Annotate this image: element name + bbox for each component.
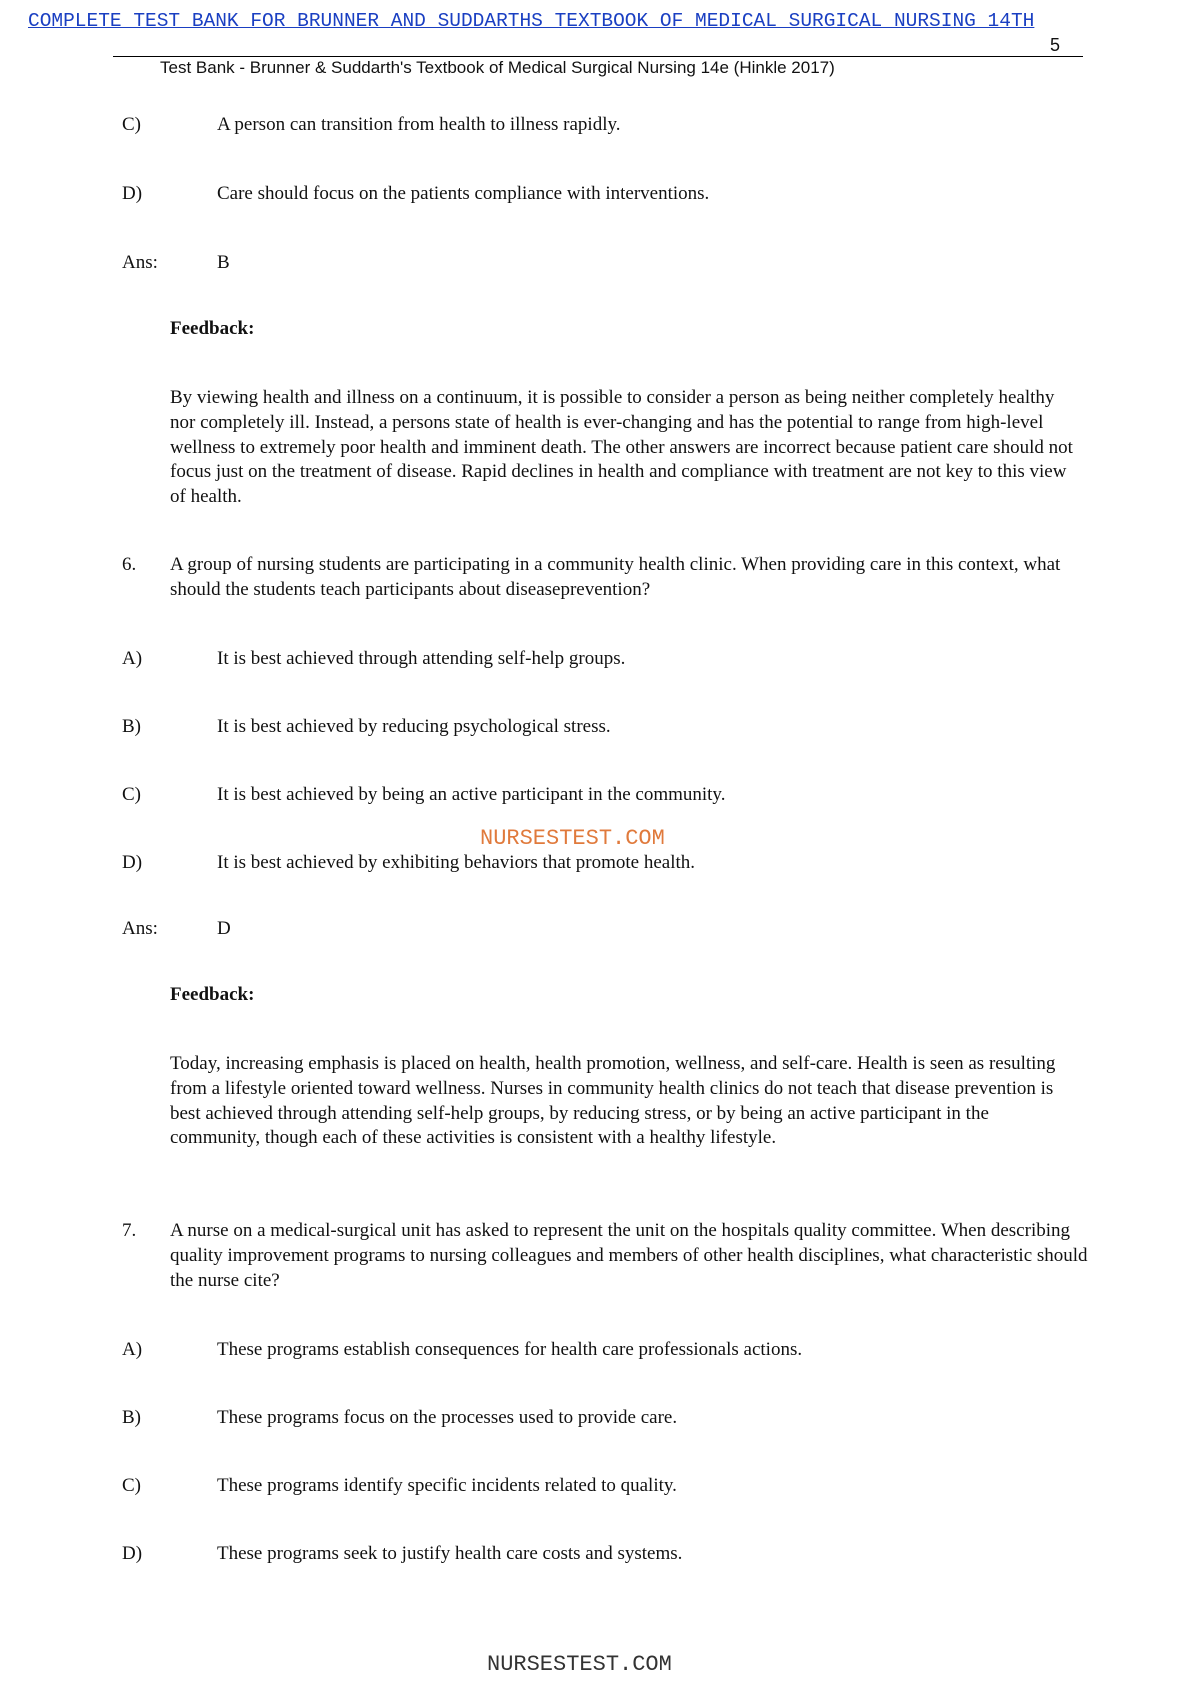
option-text: It is best achieved by exhibiting behaviors that promote health.	[217, 852, 696, 873]
option-text: These programs identify specific incidents related to quality.	[217, 1475, 677, 1496]
q5-feedback-text: By viewing health and illness on a continuum, it is possible to consider a person as being neither completely healthy nor completely ill. Instead, a persons state of health is ever-changing and has the potential to range from high-level wellness to extremely poor health and imminent death. The other answers are incorrect because patient care should not focus just on the treatment of disease. Rapid declines in health and compliance with treatment are not key to this view of health.	[170, 387, 1073, 508]
q6-feedback-heading: Feedback:	[170, 984, 255, 1005]
answer-value: D	[217, 918, 231, 939]
watermark-middle: NURSESTEST.COM	[480, 826, 665, 851]
running-header: Test Bank - Brunner & Suddarth's Textbook of Medical Surgical Nursing 14e (Hinkle 2017)	[160, 58, 835, 77]
option-label: D)	[122, 1543, 143, 1564]
option-text: It is best achieved by being an active participant in the community.	[217, 784, 726, 805]
answer-value: B	[217, 252, 230, 273]
question-number: 7.	[122, 1220, 137, 1241]
top-banner-link[interactable]: COMPLETE TEST BANK FOR BRUNNER AND SUDDARTHS TEXTBOOK OF MEDICAL SURGICAL NURSING 14TH	[28, 10, 1035, 32]
option-text: These programs seek to justify health care costs and systems.	[217, 1543, 683, 1564]
watermark-bottom: NURSESTEST.COM	[487, 1652, 672, 1677]
option-label: C)	[122, 1475, 141, 1496]
answer-label: Ans:	[122, 252, 158, 273]
option-label: A)	[122, 648, 143, 669]
page-number: 5	[1050, 35, 1061, 55]
option-label: D)	[122, 183, 143, 204]
option-label: C)	[122, 114, 141, 135]
option-label: B)	[122, 1407, 141, 1428]
option-label: C)	[122, 784, 141, 805]
q5-feedback-heading: Feedback:	[170, 318, 255, 339]
option-text: A person can transition from health to illness rapidly.	[217, 114, 621, 135]
question-text: A group of nursing students are participating in a community health clinic. When providing care in this context, what should the students teach participants about diseaseprevention?	[170, 554, 1061, 600]
option-label: A)	[122, 1339, 143, 1360]
option-text: Care should focus on the patients compliance with interventions.	[217, 183, 710, 204]
option-text: It is best achieved through attending self-help groups.	[217, 648, 626, 669]
header-rule	[113, 56, 1083, 57]
option-text: These programs focus on the processes used to provide care.	[217, 1407, 678, 1428]
question-text: A nurse on a medical-surgical unit has asked to represent the unit on the hospitals quality committee. When describing quality improvement programs to nursing colleagues and members of other health disciplines, what characteristic should the nurse cite?	[170, 1220, 1088, 1291]
answer-label: Ans:	[122, 918, 158, 939]
option-text: These programs establish consequences for health care professionals actions.	[217, 1339, 803, 1360]
option-label: B)	[122, 716, 141, 737]
option-text: It is best achieved by reducing psychological stress.	[217, 716, 611, 737]
q6-feedback-text: Today, increasing emphasis is placed on health, health promotion, wellness, and self-care. Health is seen as resulting from a lifestyle oriented toward wellness. Nurses in community health clinics do not teach that disease prevention is best achieved through attending self-help groups, by reducing stress, or by being an active participant in the community, though each of these activities is consistent with a healthy lifestyle.	[170, 1053, 1056, 1149]
question-number: 6.	[122, 554, 137, 575]
option-label: D)	[122, 852, 143, 873]
